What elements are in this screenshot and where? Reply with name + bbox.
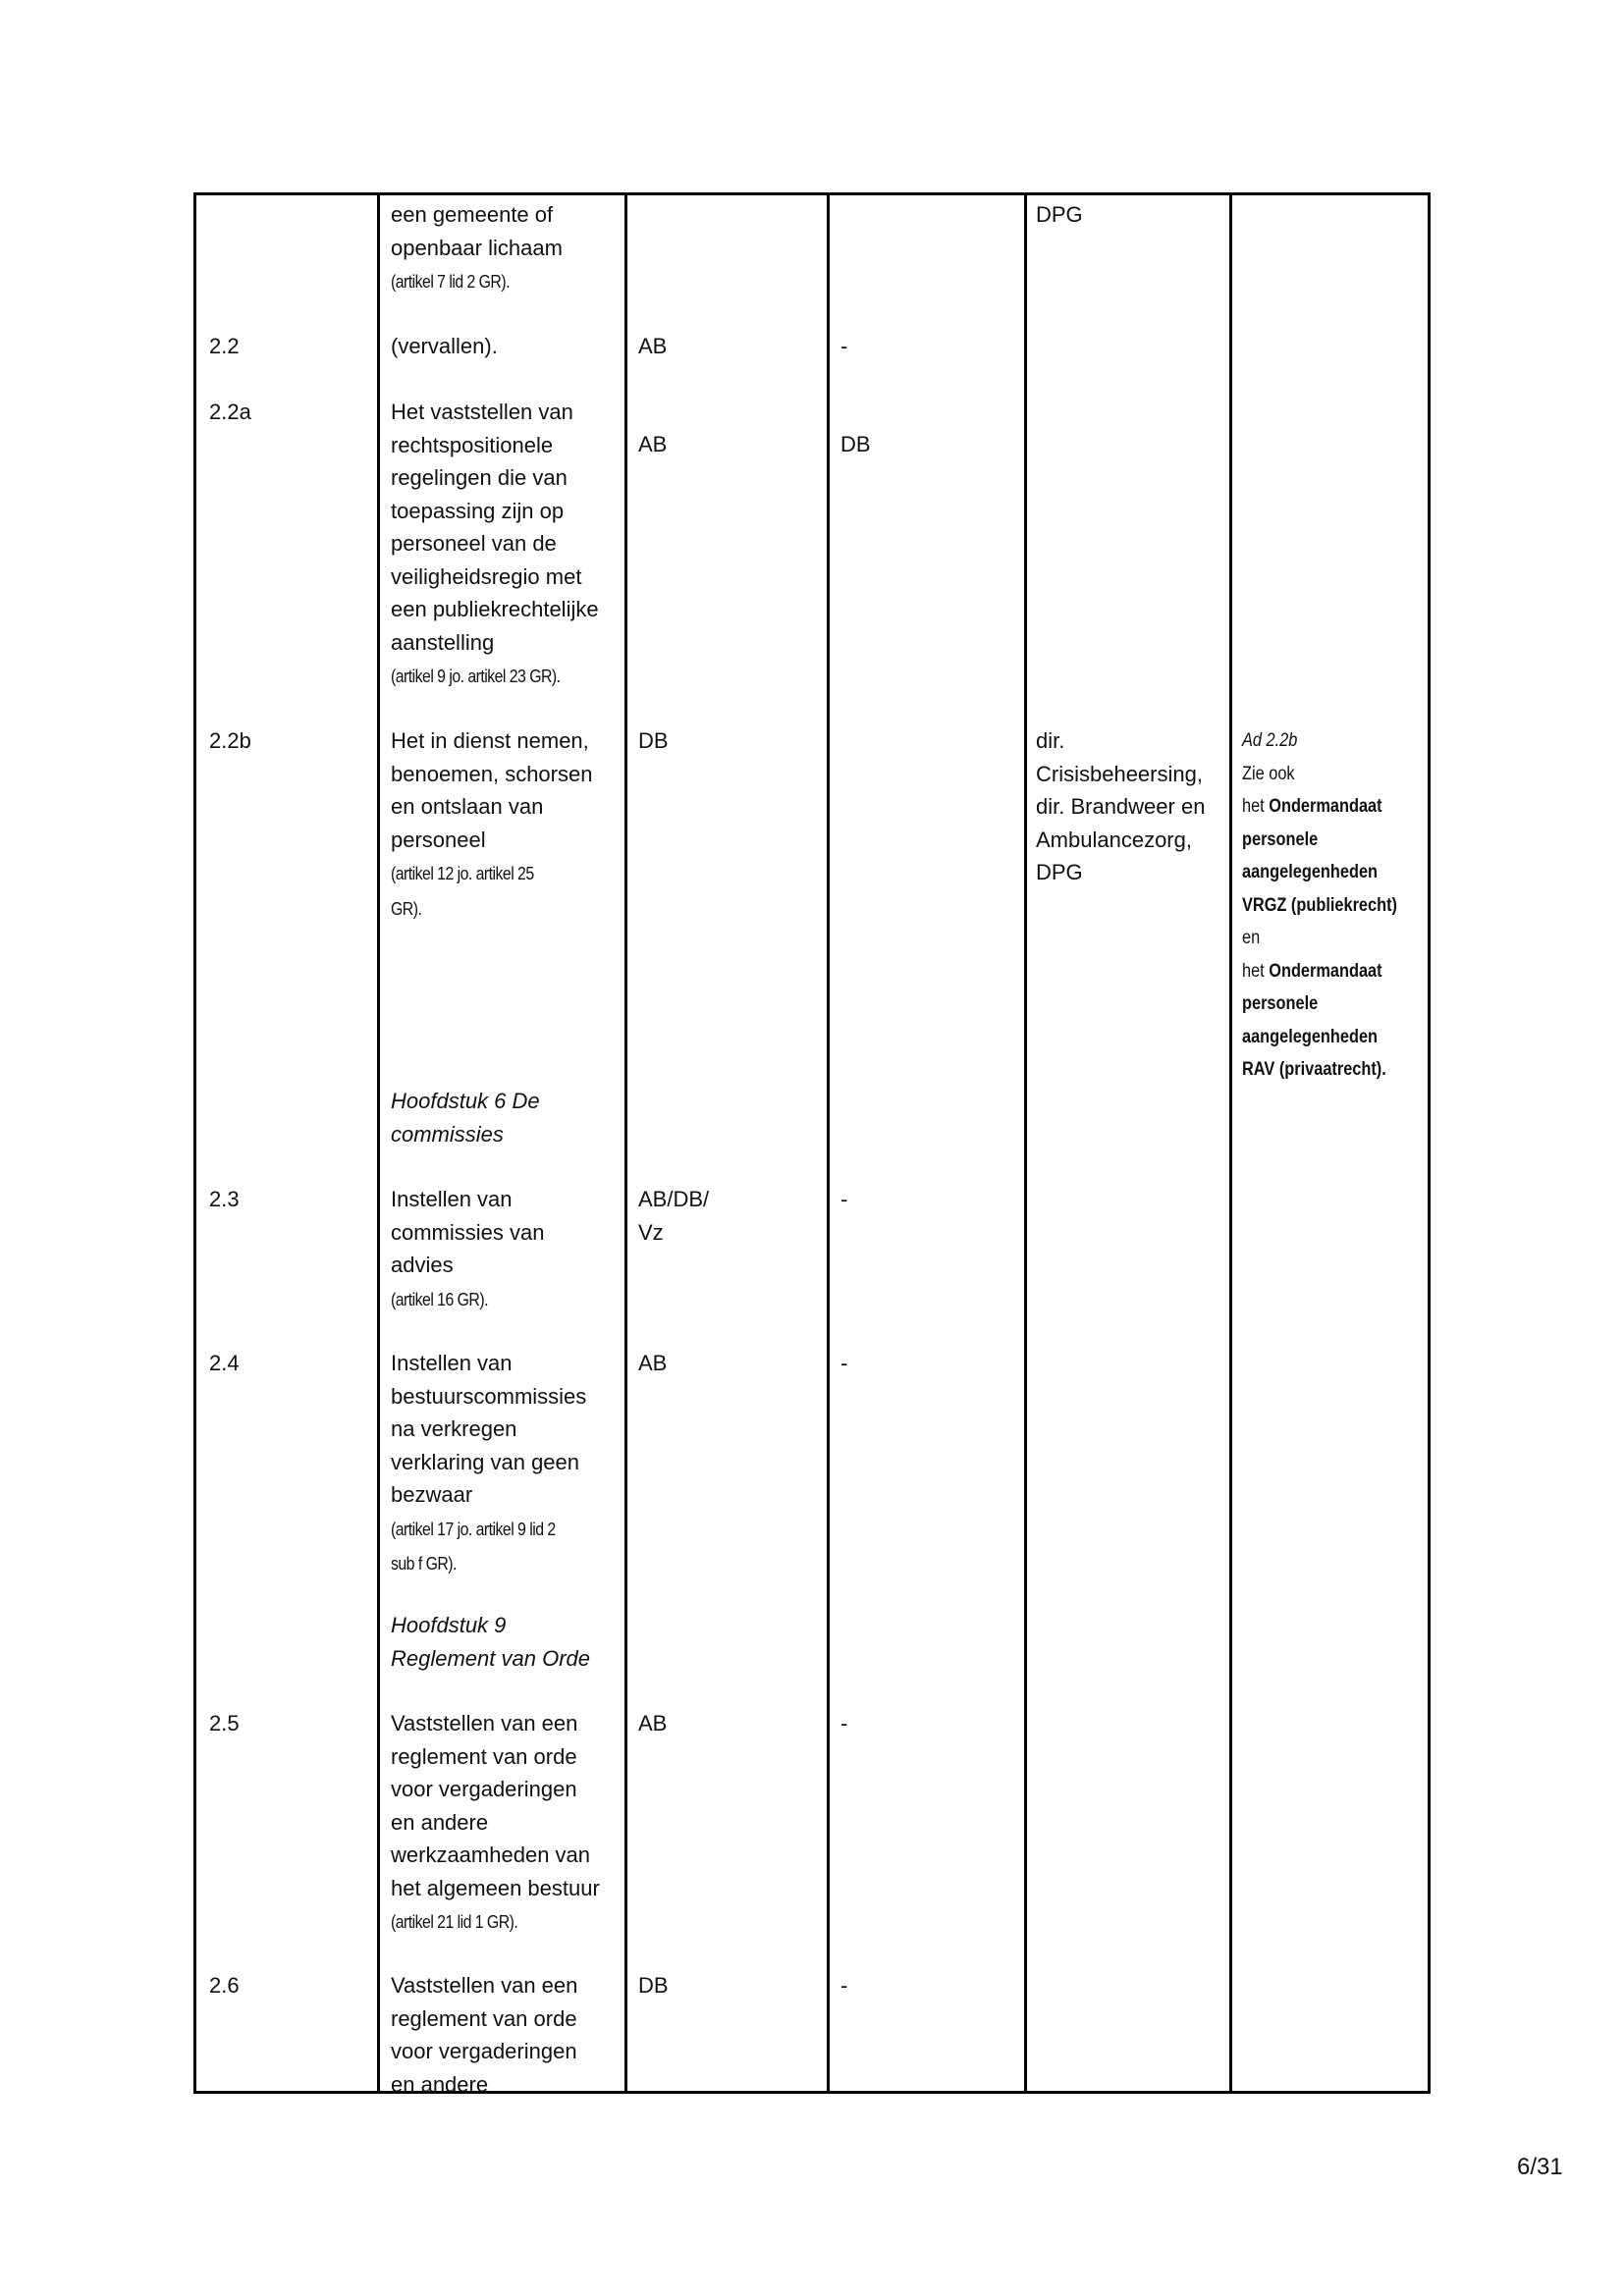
chapter-heading: Hoofdstuk 6 De commissies bbox=[391, 1089, 540, 1147]
row-number: 2.4 bbox=[209, 1351, 240, 1375]
row-mandate: dir. Crisisbeheersing, dir. Brandweer en Ambulancezorg, DPG bbox=[1036, 728, 1206, 884]
column-divider bbox=[624, 195, 627, 2091]
row-mandate: DPG bbox=[1036, 202, 1083, 227]
row-body: AB bbox=[638, 1351, 668, 1375]
row-subject: Het vaststellen van rechtspositionele regelingen die van toepassing zijn op personeel van de veiligheidsregio met een publiekrechtelijke aanstelling (artikel 9 jo. artikel 23 GR). bbox=[391, 400, 599, 686]
row-body: AB bbox=[638, 1711, 668, 1735]
row-body: AB bbox=[638, 334, 668, 358]
row-subject: (vervallen). bbox=[391, 334, 498, 358]
row-subject: Instellen van bestuurscommissies na verkregen verklaring van geen bezwaar (artikel 17 jo. artikel 9 lid 2 sub f GR). bbox=[391, 1351, 587, 1574]
row-delegate: - bbox=[840, 1351, 848, 1375]
row-subject: Vaststellen van een reglement van orde voor vergaderingen en andere werkzaamheden van het algemeen bestuur (artikel 21 lid 1 GR). bbox=[391, 1711, 600, 1932]
row-number: 2.3 bbox=[209, 1187, 240, 1211]
row-delegate: - bbox=[840, 1187, 848, 1211]
chapter-heading: Hoofdstuk 9 Reglement van Orde bbox=[391, 1613, 590, 1671]
row-subject: Het in dienst nemen, benoemen, schorsen en ontslaan van personeel (artikel 12 jo. artikel 25 GR). bbox=[391, 728, 593, 919]
page-number: 6/31 bbox=[1517, 2154, 1563, 2180]
row-subject: Vaststellen van een reglement van orde voor vergaderingen en andere bbox=[391, 1973, 578, 2097]
row-number: 2.6 bbox=[209, 1973, 240, 1998]
mandate-table bbox=[193, 192, 1431, 2094]
row-number: 2.2 bbox=[209, 334, 240, 358]
row-subject: een gemeente of openbaar lichaam (artikel 7 lid 2 GR). bbox=[391, 202, 563, 292]
row-body: AB/DB/ Vz bbox=[638, 1187, 710, 1245]
row-number: 2.2a bbox=[209, 400, 251, 424]
column-divider bbox=[377, 195, 380, 2091]
column-divider bbox=[1024, 195, 1027, 2091]
row-delegate: - bbox=[840, 1973, 848, 1998]
row-subject: Instellen van commissies van advies (artikel 16 GR). bbox=[391, 1187, 545, 1309]
row-number: 2.2b bbox=[209, 728, 251, 753]
row-delegate: DB bbox=[840, 432, 871, 456]
remark-note: Ad 2.2b Zie ook het Ondermandaat personele aangelegenheden VRGZ (publiekrecht) en het Ondermandaat personele aangelegenheden RAV (privaatrecht). bbox=[1242, 730, 1397, 1080]
column-divider bbox=[1229, 195, 1232, 2091]
column-divider bbox=[827, 195, 830, 2091]
row-delegate: - bbox=[840, 334, 848, 358]
row-number: 2.5 bbox=[209, 1711, 240, 1735]
row-body: DB bbox=[638, 1973, 669, 1998]
row-body: DB bbox=[638, 728, 669, 753]
row-delegate: - bbox=[840, 1711, 848, 1735]
row-body: AB bbox=[638, 432, 668, 456]
